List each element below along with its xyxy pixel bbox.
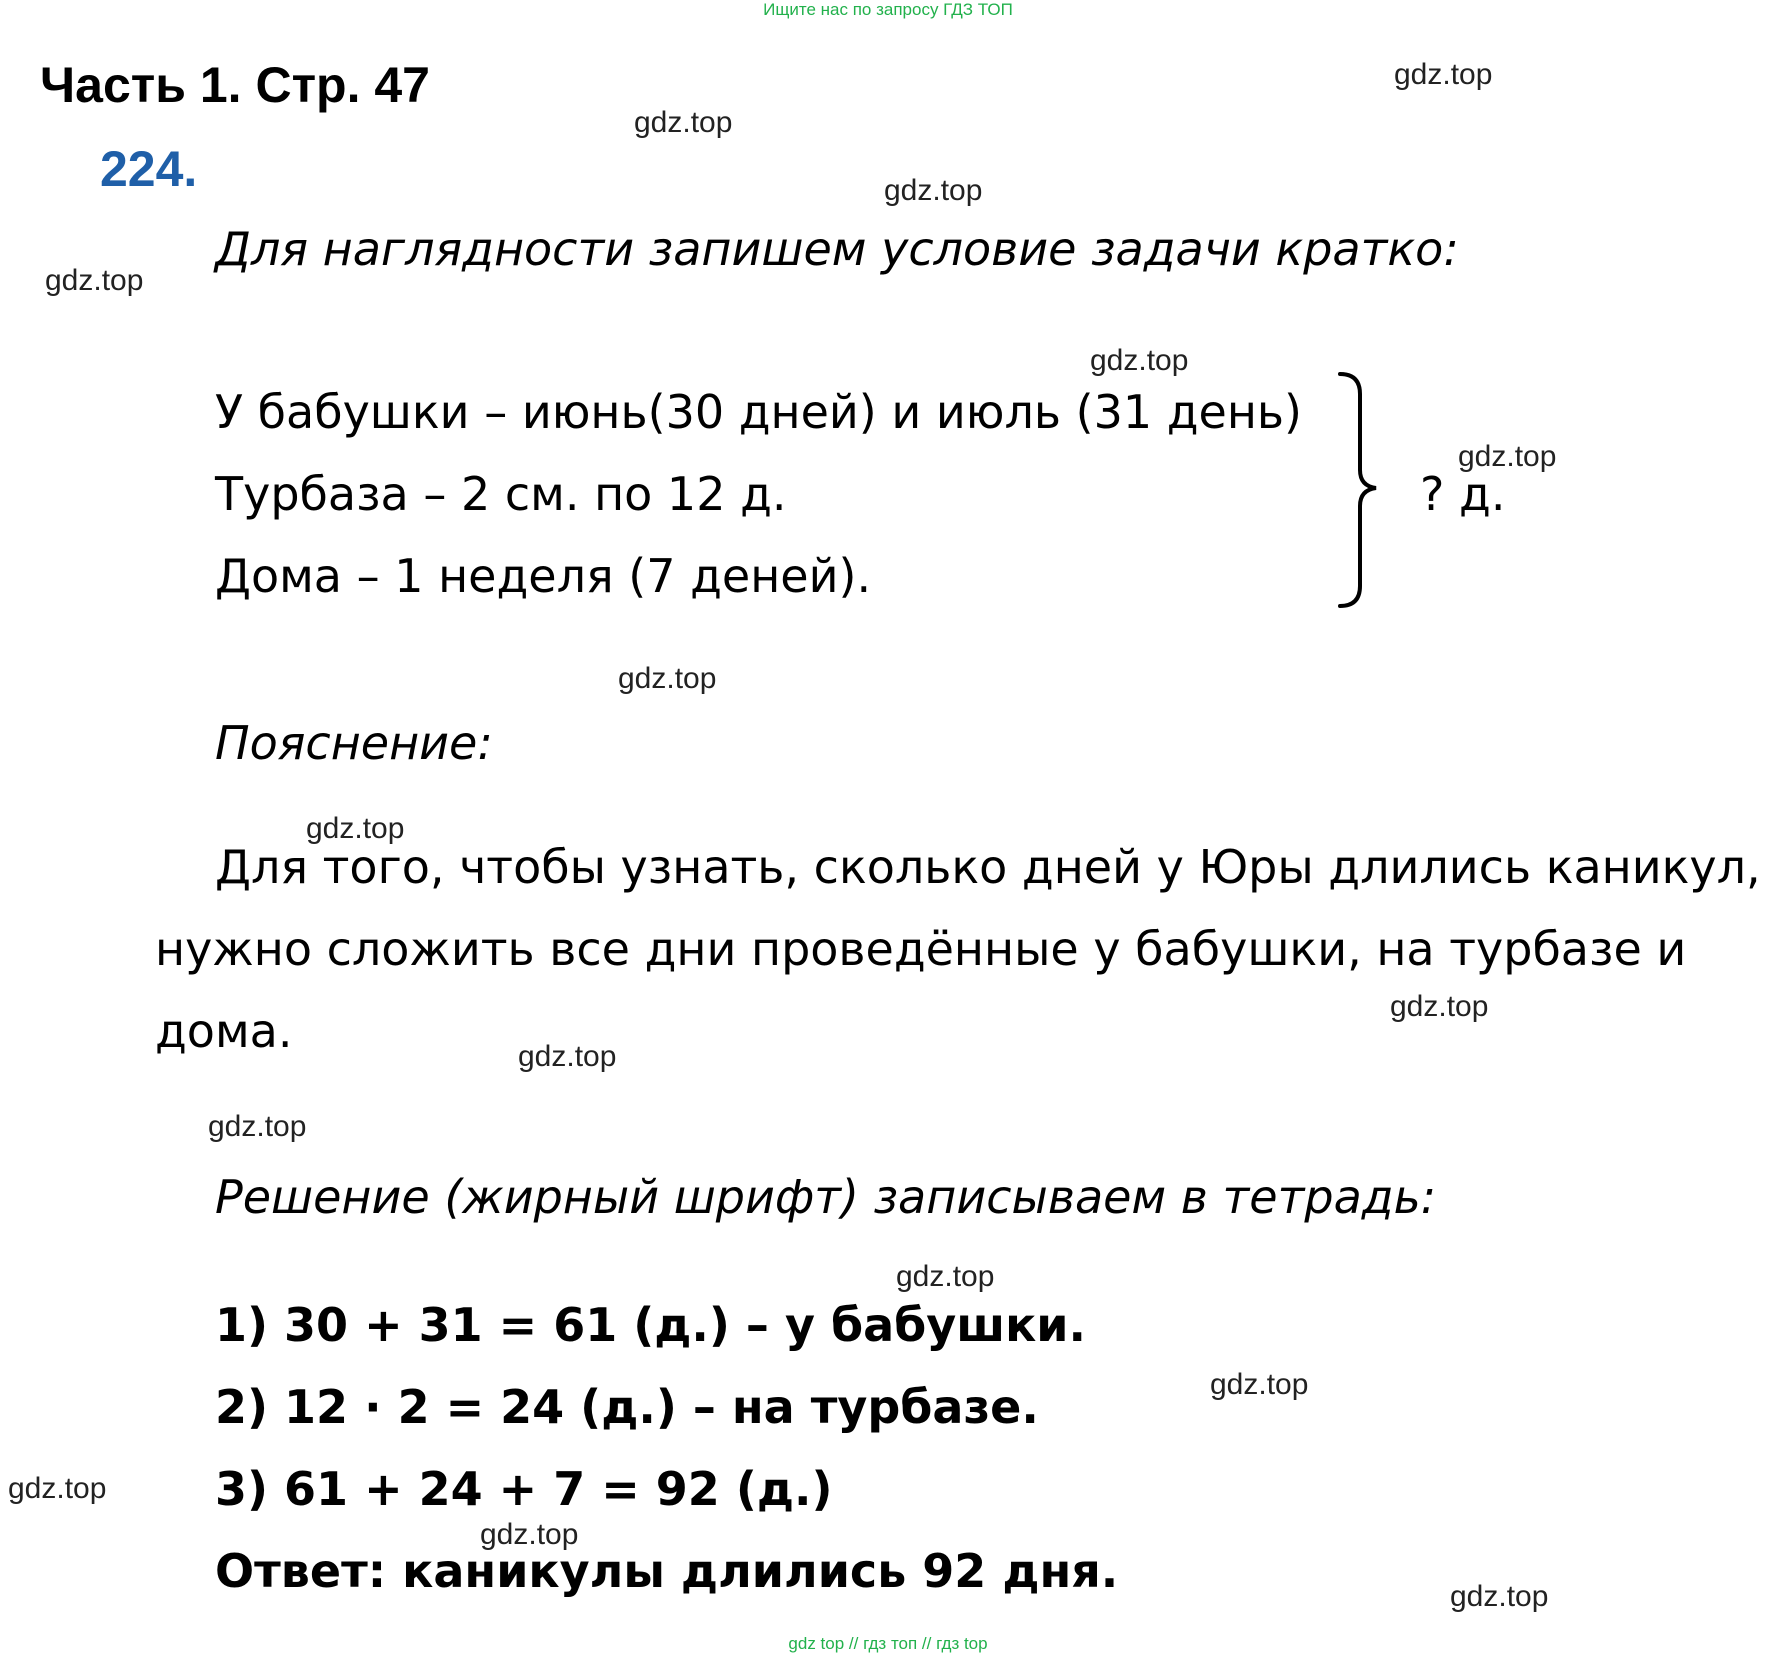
explanation-line-2: нужно сложить все дни проведённые у бабушки, на турбазе и: [155, 922, 1687, 976]
watermark: gdz.top: [1458, 440, 1557, 473]
watermark: gdz.top: [1394, 58, 1493, 91]
explanation-line-3: дома.: [155, 1004, 293, 1058]
watermark: gdz.top: [45, 264, 144, 297]
condition-line-camp: Турбаза – 2 см. по 12 д.: [215, 467, 787, 521]
watermark: gdz.top: [1390, 990, 1489, 1023]
watermark: gdz.top: [618, 662, 717, 695]
condition-question: ? д.: [1420, 467, 1506, 521]
explanation-line-1: Для того, чтобы узнать, сколько дней у Юры длились каникул,: [215, 840, 1761, 894]
curly-brace: [1322, 370, 1382, 610]
solution-step-3: 3) 61 + 24 + 7 = 92 (д.): [215, 1462, 833, 1516]
watermark: gdz.top: [634, 106, 733, 139]
watermark: gdz.top: [8, 1472, 107, 1505]
solution-step-2: 2) 12 · 2 = 24 (д.) – на турбазе.: [215, 1380, 1039, 1434]
watermark: gdz.top: [884, 174, 983, 207]
condition-line-grandma: У бабушки – июнь(30 дней) и июль (31 день): [215, 385, 1302, 439]
watermark: gdz.top: [896, 1260, 995, 1293]
solution-step-1: 1) 30 + 31 = 61 (д.) – у бабушки.: [215, 1298, 1086, 1352]
watermark: gdz.top: [1450, 1580, 1549, 1613]
watermark: gdz.top: [1210, 1368, 1309, 1401]
part-page-title: Часть 1. Стр. 47: [40, 57, 430, 113]
bottom-banner: gdz top // гдз топ // гдз top: [788, 1634, 988, 1653]
watermark: gdz.top: [518, 1040, 617, 1073]
watermark: gdz.top: [208, 1110, 307, 1143]
top-banner: Ищите нас по запросу ГДЗ ТОП: [763, 0, 1013, 19]
solution-answer: Ответ: каникулы длились 92 дня.: [215, 1544, 1119, 1598]
watermark: gdz.top: [306, 812, 405, 845]
task-number: 224.: [100, 141, 198, 197]
condition-line-home: Дома – 1 неделя (7 деней).: [215, 549, 872, 603]
explanation-heading: Пояснение:: [215, 716, 493, 770]
watermark: gdz.top: [480, 1518, 579, 1551]
watermark: gdz.top: [1090, 344, 1189, 377]
intro-text: Для наглядности запишем условие задачи кратко:: [215, 222, 1459, 276]
solution-heading: Решение (жирный шрифт) записываем в тетрадь:: [215, 1170, 1437, 1224]
